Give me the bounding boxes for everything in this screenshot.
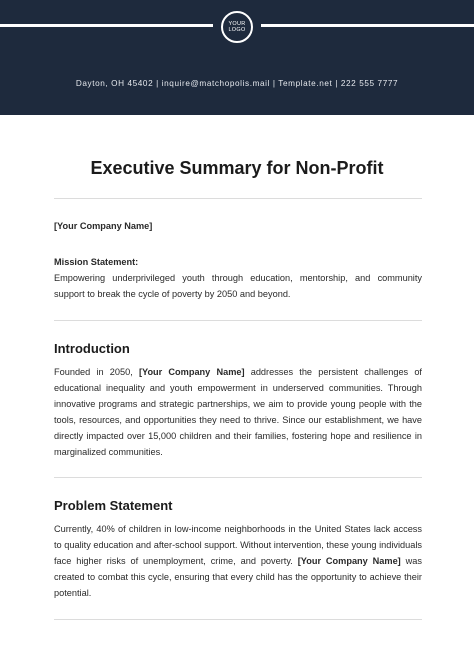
introduction-text [54, 364, 422, 460]
divider [54, 320, 422, 321]
mission-text: Empowering underprivileged youth through education, mentorship, and community support to break the cycle of poverty by 2050 and beyond. [54, 273, 422, 299]
problem-heading: Problem Statement [54, 498, 173, 513]
company-logo [221, 11, 253, 43]
page-title: Executive Summary for Non-Profit [90, 158, 384, 178]
introduction-text-start: Founded in 2050, [54, 367, 139, 377]
introduction-heading: Introduction [54, 341, 130, 356]
problem-company-name: [Your Company Name] [297, 556, 401, 566]
contact-info: Dayton, OH 45402 | inquire@matchopolis.mail | Template.net | 222 555 7777 [75, 79, 399, 88]
problem-text [54, 521, 422, 601]
mission-label: Mission Statement: [54, 257, 139, 267]
divider [54, 477, 422, 478]
header-line-left [0, 24, 213, 27]
introduction-company-name: [Your Company Name] [138, 367, 245, 377]
problem-text-end: was created to combat this cycle, ensuring that every child has the opportunity to achieve their potential. [54, 556, 422, 598]
logo-text: YOUR LOGO [228, 20, 246, 33]
header-banner [0, 0, 474, 115]
introduction-text-end: addresses the persistent challenges of educational inequality and youth empowerment in underserved communities. Through innovative programs and strategic partnerships, we aim to provide young people with the tools, resources, and opportunities they need to thrive. Since our establishment, we have directly impacted over 15,000 children and their families, fostering hope and resilience in marginalized communities. [54, 367, 422, 457]
header-line-right [261, 24, 474, 27]
divider [54, 198, 422, 199]
company-name-placeholder: [Your Company Name] [54, 221, 153, 231]
problem-text-start: Currently, 40% of children in low-income neighborhoods in the United States lack access to quality education and after-school support. Without intervention, these young individuals face higher risks of unemployment, crime, and poverty. [54, 524, 422, 566]
divider [54, 619, 422, 620]
